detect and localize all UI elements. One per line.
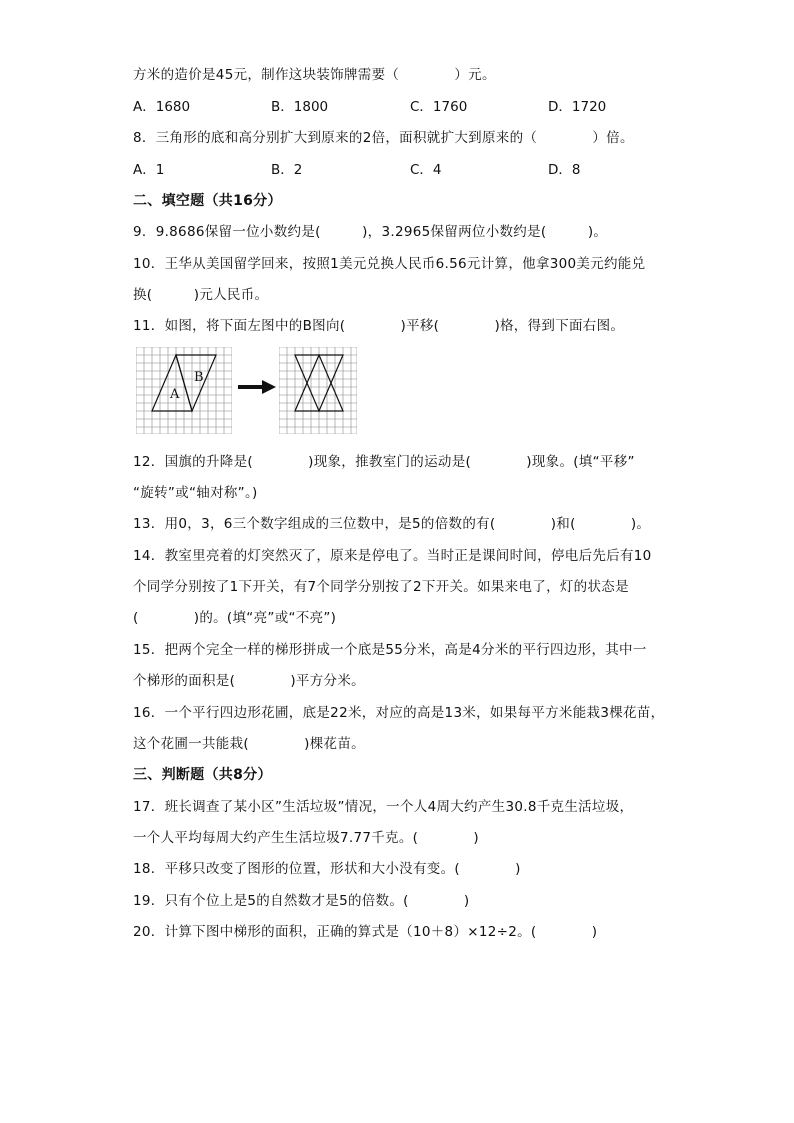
q14-line1: 14．教室里亮着的灯突然灭了，原来是停电了。当时正是课间时间，停电后先后有10 <box>133 548 652 564</box>
q17-line1: 17．班长调查了某小区”生活垃圾”情况，一个人4周大约产生30.8千克生活垃圾， <box>133 799 634 815</box>
q11-right-grid-figure <box>279 347 357 434</box>
grid-lines-left <box>136 347 232 434</box>
label-a: A <box>170 387 180 402</box>
q8-option-b: B．2 <box>271 162 303 178</box>
q16-line1: 16．一个平行四边形花圃，底是22米，对应的高是13米，如果每平方米能栽3棵花苗， <box>133 705 665 721</box>
q11-text: 11．如图，将下面左图中的B图向( )平移( )格，得到下面右图。 <box>133 318 625 334</box>
q7-option-c: C．1760 <box>410 99 468 115</box>
q17-line2: 一个人平均每周大约产生生活垃圾7.77千克。( ) <box>133 830 479 846</box>
q11-left-grid-figure <box>136 347 232 434</box>
q7-option-d: D．1720 <box>548 99 607 115</box>
q12-line1: 12．国旗的升降是( )现象，推教室门的运动是( )现象。(填“平移” <box>133 454 635 470</box>
right-arrow-icon <box>238 379 276 395</box>
q8-option-d: D．8 <box>548 162 581 178</box>
q8-text: 8．三角形的底和高分别扩大到原来的2倍，面积就扩大到原来的（ ）倍。 <box>133 130 634 146</box>
triangle-a <box>152 355 192 411</box>
q8-option-c: C．4 <box>410 162 442 178</box>
q19-text: 19．只有个位上是5的自然数才是5的倍数。( ) <box>133 893 470 909</box>
section-judgment-title: 三、判断题（共8分） <box>133 767 272 783</box>
q13-text: 13．用0，3，6三个数字组成的三位数中，是5的倍数的有( )和( )。 <box>133 516 651 532</box>
q9-text: 9．9.8686保留一位小数约是( )，3.2965保留两位小数约是( )。 <box>133 224 608 240</box>
q7-option-b: B．1800 <box>271 99 329 115</box>
q10-line1: 10．王华从美国留学回来，按照1美元兑换人民币6.56元计算，他拿300美元约能兑 <box>133 256 646 272</box>
q12-line2: “旋转”或“轴对称”。) <box>133 485 258 501</box>
q14-line2: 个同学分别按了1下开关，有7个同学分别按了2下开关。如果来电了，灯的状态是 <box>133 579 629 595</box>
q8-option-a: A．1 <box>133 162 165 178</box>
q14-line3: ( )的。(填“亮”或“不亮”) <box>133 610 337 626</box>
label-b: B <box>194 370 204 385</box>
q15-line2: 个梯形的面积是( )平方分米。 <box>133 673 365 689</box>
q7-continuation: 方米的造价是45元，制作这块装饰牌需要（ ）元。 <box>133 67 496 83</box>
q16-line2: 这个花圃一共能栽( )棵花苗。 <box>133 736 365 752</box>
q20-text: 20．计算下图中梯形的面积，正确的算式是（10＋8）×12÷2。( ) <box>133 924 598 940</box>
grid-lines-right <box>279 347 357 434</box>
q18-text: 18．平移只改变了图形的位置，形状和大小没有变。( ) <box>133 861 521 877</box>
section-fill-blank-title: 二、填空题（共16分） <box>133 193 282 209</box>
q7-option-a: A．1680 <box>133 99 191 115</box>
q15-line1: 15．把两个完全一样的梯形拼成一个底是55分米，高是4分米的平行四边形，其中一 <box>133 642 647 658</box>
q10-line2: 换( )元人民币。 <box>133 287 269 303</box>
